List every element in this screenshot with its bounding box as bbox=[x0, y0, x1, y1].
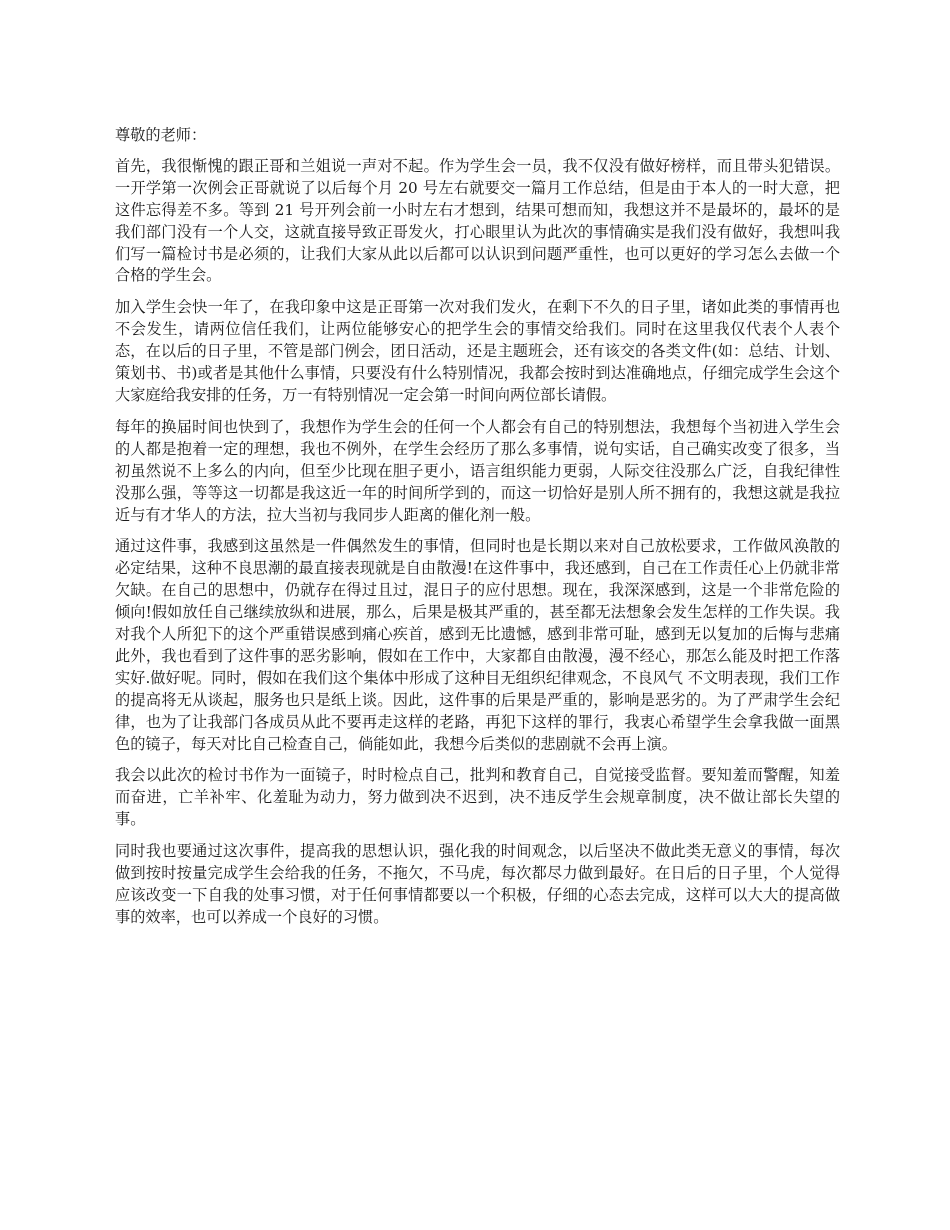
paragraph: 每年的换届时间也快到了，我想作为学生会的任何一个人都会有自己的特别想法，我想每个当初进入学生会的人都是抱着一定的理想，我也不例外，在学生会经历了那么多事情，说句实话，自己确实改变了很多，当初虽然说不上多么的内向，但至少比现在胆子更小，语言组织能力更弱，人际交往没那么广泛，自我纪律性没那么强，等等这一切都是我这近一年的时间所学到的，而这一切恰好是别人所不拥有的，我想这就是我拉近与有才华人的方法，拉大当初与我同步人距离的催化剂一般。 bbox=[115, 417, 840, 524]
paragraph: 同时我也要通过这次事件，提高我的思想认识，强化我的时间观念，以后坚决不做此类无意义的事情，每次做到按时按量完成学生会给我的任务，不拖欠，不马虎，每次都尽力做到最好。在日后的日子里，个人觉得应该改变一下自我的处事习惯，对于任何事情都要以一个积极，仔细的心态去完成，这样可以大大的提高做事的效率，也可以养成一个良好的习惯。 bbox=[115, 842, 840, 926]
paragraph: 加入学生会快一年了，在我印象中这是正哥第一次对我们发火，在剩下不久的日子里，诸如此类的事情再也不会发生，请两位信任我们，让两位能够安心的把学生会的事情交给我们。同时在这里我仅代表个人表个态，在以后的日子里，不管是部门例会，团日活动，还是主题班会，还有该交的各类文件(如：总结、计划、策划书、书)或者是其他什么事情，只要没有什么特别情况，我都会按时到达准确地点，仔细完成学生会这个大家庭给我安排的任务，万一有特别情况一定会第一时间向两位部长请假。 bbox=[115, 298, 840, 404]
salutation: 尊敬的老师： bbox=[115, 126, 207, 144]
paragraph: 首先，我很惭愧的跟正哥和兰姐说一声对不起。作为学生会一员，我不仅没有做好榜样，而且带头犯错误。一开学第一次例会正哥就说了以后每个月 20 号左右就要交一篇月工作总结，但是由于本人的一时大意，把这件忘得差不多。等到 21 号开列会前一小时左右才想到，结果可想而知，我想这并不是最坏的，最坏的是我们部门没有一个人交，这就直接导致正哥发火，打心眼里认为此次的事情确实是我们没有做好，我想叫我们写一篇检讨书是必须的，让我们大家从此以后都可以认识到问题严重性，也可以更好的学习怎么去做一个合格的学生会。 bbox=[115, 156, 840, 285]
paragraph: 我会以此次的检讨书作为一面镜子，时时检点自己，批判和教育自己，自觉接受监督。要知羞而警醒，知羞而奋进，亡羊补牢、化羞耻为动力，努力做到决不迟到，决不违反学生会规章制度，决不做让部长失望的事。 bbox=[115, 766, 840, 829]
paragraph: 通过这件事，我感到这虽然是一件偶然发生的事情，但同时也是长期以来对自己放松要求，工作做风涣散的必定结果，这种不良思潮的最直接表现就是自由散漫!在这件事中，我还感到，自己在工作责任心上仍就非常欠缺。在自己的思想中，仍就存在得过且过，混日子的应付思想。现在，我深深感到，这是一个非常危险的倾向!假如放任自己继续放纵和进展，那么，后果是极其严重的，甚至都无法想象会发生怎样的工作失误。我对我个人所犯下的这个严重错误感到痛心疾首，感到无比遗憾，感到非常可耻，感到无以复加的后悔与悲痛此外，我也看到了这件事的恶劣影响，假如在工作中，大家都自由散漫，漫不经心，那怎么能及时把工作落实好.做好呢。同时，假如在我们这个集体中形成了这种目无组织纪律观念，不良风气 不文明表现，我们工作的提高将无从谈起，服务也只是纸上谈。因此，这件事的后果是严重的，影响是恶劣的。为了严肃学生会纪律，也为了让我部门各成员从此不要再走这样的老路，再犯下这样的罪行，我衷心希望学生会拿我做一面黑色的镜子，每天对比自己检查自己，倘能如此，我想今后类似的悲剧就不会再上演。 bbox=[115, 537, 840, 753]
letter-body bbox=[115, 125, 840, 939]
